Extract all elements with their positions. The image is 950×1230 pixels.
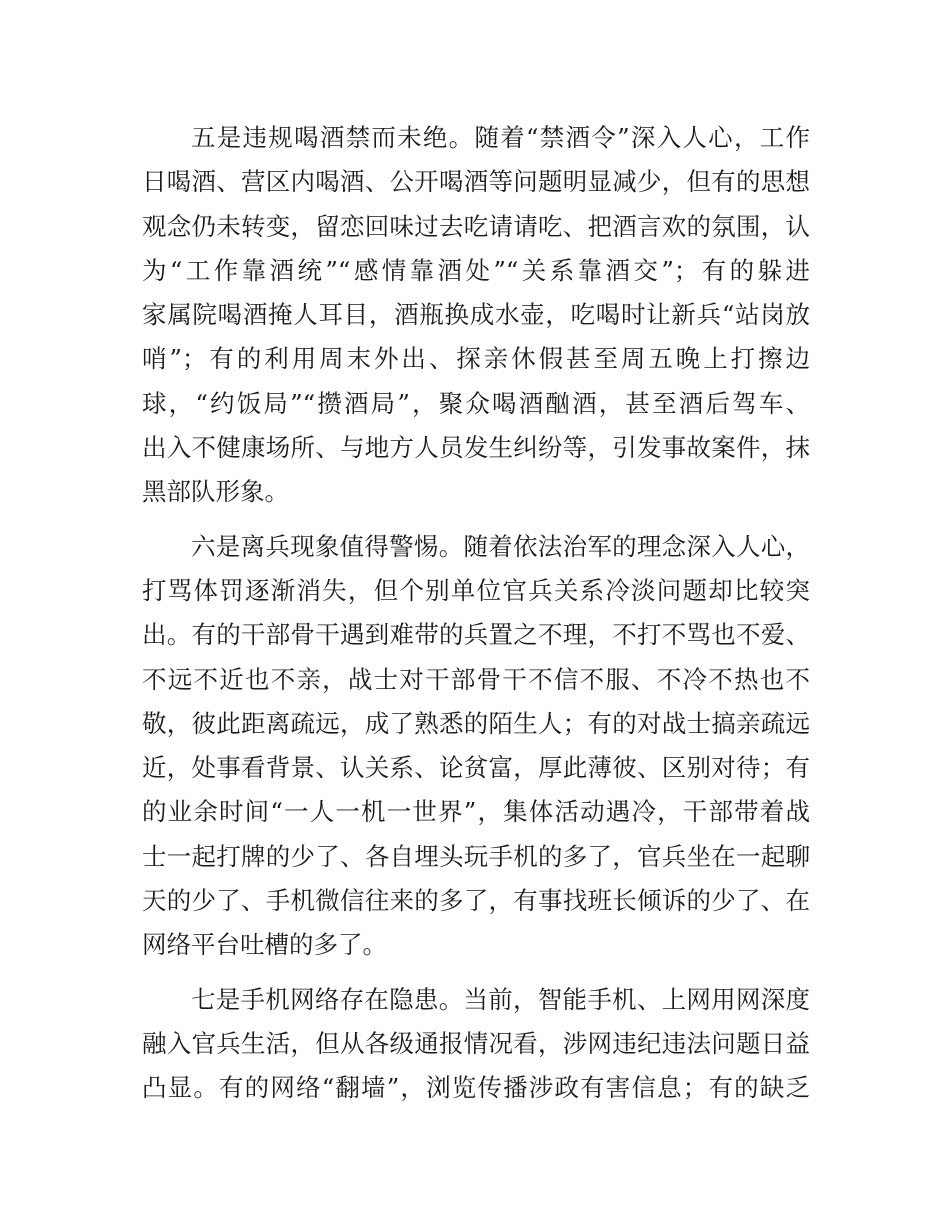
- text-line: 的业余时间“一人一机一世界”，集体活动遇冷，干部带着战: [142, 797, 810, 827]
- text-line: 出。有的干部骨干遇到难带的兵置之不理，不打不骂也不爱、: [142, 620, 810, 650]
- text-line: 观念仍未转变，留恋回味过去吃请请吃、把酒言欢的氛围，认: [142, 211, 810, 241]
- text-line: 球，“约饭局”“攒酒局”，聚众喝酒酗酒，甚至酒后驾车、: [142, 388, 810, 418]
- text-line: 凸显。有的网络“翻墙”，浏览传播涉政有害信息；有的缺乏: [142, 1073, 810, 1103]
- text-line: 敬，彼此距离疏远，成了熟悉的陌生人；有的对战士搞亲疏远: [142, 708, 810, 738]
- document-body: [142, 116, 810, 1111]
- paragraph-6: [142, 525, 810, 968]
- text-line: 士一起打牌的少了、各自埋头玩手机的多了，官兵坐在一起聊: [142, 841, 810, 871]
- text-line: 近，处事看背景、认关系、论贫富，厚此薄彼、区别对待；有: [142, 753, 810, 783]
- text-line: 家属院喝酒掩人耳目，酒瓶换成水壶，吃喝时让新兵“站岗放: [142, 300, 810, 330]
- paragraph-7: [142, 978, 810, 1111]
- text-line: 出入不健康场所、与地方人员发生纠纷等，引发事故案件，抹: [142, 433, 810, 463]
- text-line: 日喝酒、营区内喝酒、公开喝酒等问题明显减少，但有的思想: [142, 167, 810, 197]
- text-line: 融入官兵生活，但从各级通报情况看，涉网违纪违法问题日益: [142, 1028, 810, 1058]
- text-line: 为“工作靠酒统”“感情靠酒处”“关系靠酒交”；有的躲进: [142, 255, 810, 285]
- text-line: 黑部队形象。: [142, 477, 289, 507]
- paragraph-gap: [142, 515, 810, 525]
- text-line: 打骂体罚逐渐消失，但个别单位官兵关系冷淡问题却比较突: [142, 575, 810, 605]
- text-line: 哨”；有的利用周末外出、探亲休假甚至周五晚上打擦边: [142, 344, 810, 374]
- paragraph-5: [142, 116, 810, 515]
- text-line: 五是违规喝酒禁而未绝。随着“禁酒令”深入人心，工作: [191, 123, 810, 152]
- text-line: 七是手机网络存在隐患。当前，智能手机、上网用网深度: [191, 984, 810, 1014]
- text-line: 六是离兵现象值得警惕。随着依法治军的理念深入人心，: [191, 531, 810, 561]
- text-line: 网络平台吐槽的多了。: [142, 930, 387, 960]
- paragraph-gap: [142, 968, 810, 978]
- text-line: 不远不近也不亲，战士对干部骨干不信不服、不冷不热也不: [142, 664, 810, 694]
- text-line: 天的少了、手机微信往来的多了，有事找班长倾诉的少了、在: [142, 886, 810, 916]
